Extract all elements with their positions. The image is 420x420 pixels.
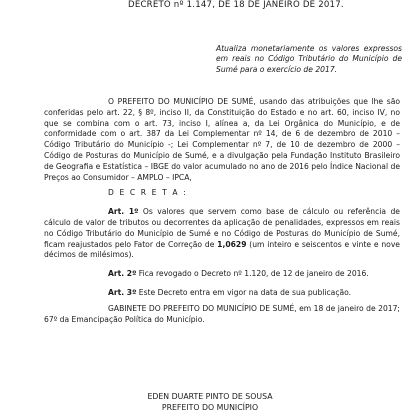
decree-summary: Atualiza monetariamente os valores expressos em reais no Código Tributário do Município de Sumé para o exercício de 2017. bbox=[216, 44, 402, 74]
signatory-name: EDEN DUARTE PINTO DE SOUSA bbox=[147, 392, 273, 401]
decree-body bbox=[44, 97, 400, 325]
correction-factor: 1,0629 bbox=[217, 239, 247, 249]
article-1-text-after: (um inteiro e seiscentos e vinte e nove décimos de milésimos). bbox=[44, 239, 400, 260]
article-2 bbox=[44, 269, 400, 280]
decree-title: DECRETO nº 1.147, DE 18 DE JANEIRO DE 2017. bbox=[128, 0, 344, 10]
signatory-role: PREFEITO DO MUNICÍPIO bbox=[161, 402, 259, 412]
article-2-text: Fica revogado o Decreto nº 1.120, de 12 de janeiro de 2016. bbox=[136, 269, 369, 279]
closing-paragraph: GABINETE DO PREFEITO DO MUNICÍPIO DE SUMÉ, em 18 de janeiro de 2017; 67º da Emancipação Política do Município. bbox=[44, 303, 400, 324]
preamble-paragraph: O PREFEITO DO MUNICÍPIO DE SUMÉ, usando das atribuições que lhe são conferidas pelo art. 22, § 8º, inciso II, da Constituição do Estado e no art. 60, inciso IV, no que se combina com o art. 73, inciso I, alínea a, da Lei Orgânica do Município, e de conformidade com o art. 387 da Lei Complementar nº 14, de 6 de dezembro de 2010 – Código Tributário do Município -; Lei Complementar nº 7, de 10 de dezembro de 2000 – Código de Posturas do Município de Sumé, e a divulgação pela Fundação Instituto Brasileiro de Geografia e Estatística – IBGE do valor acumulado no ano de 2016 pelo Índice Nacional de Preços ao Consumidor – AMPLO – IPCA, bbox=[44, 97, 400, 182]
article-3-label: Art. 3º bbox=[108, 287, 137, 297]
decreta-heading: D E C R E T A : bbox=[108, 188, 188, 198]
article-1-text-before: Os valores que servem como base de cálculo ou referência de cálculo de valor de tributos ou decorrentes da aplicação de penalidades, expressos em reais no Código Tributário do Município de Sumé e no Código de Posturas do Município de Sumé, ficam reajustados pelo Fator de Correção de bbox=[44, 207, 400, 249]
article-1 bbox=[44, 207, 400, 261]
article-3 bbox=[44, 288, 400, 299]
article-2-label: Art. 2º bbox=[108, 269, 137, 279]
article-3-text: Este Decreto entra em vigor na data de sua publicação. bbox=[136, 287, 352, 297]
signature-block bbox=[0, 392, 420, 413]
article-1-label: Art. 1º bbox=[108, 207, 139, 217]
